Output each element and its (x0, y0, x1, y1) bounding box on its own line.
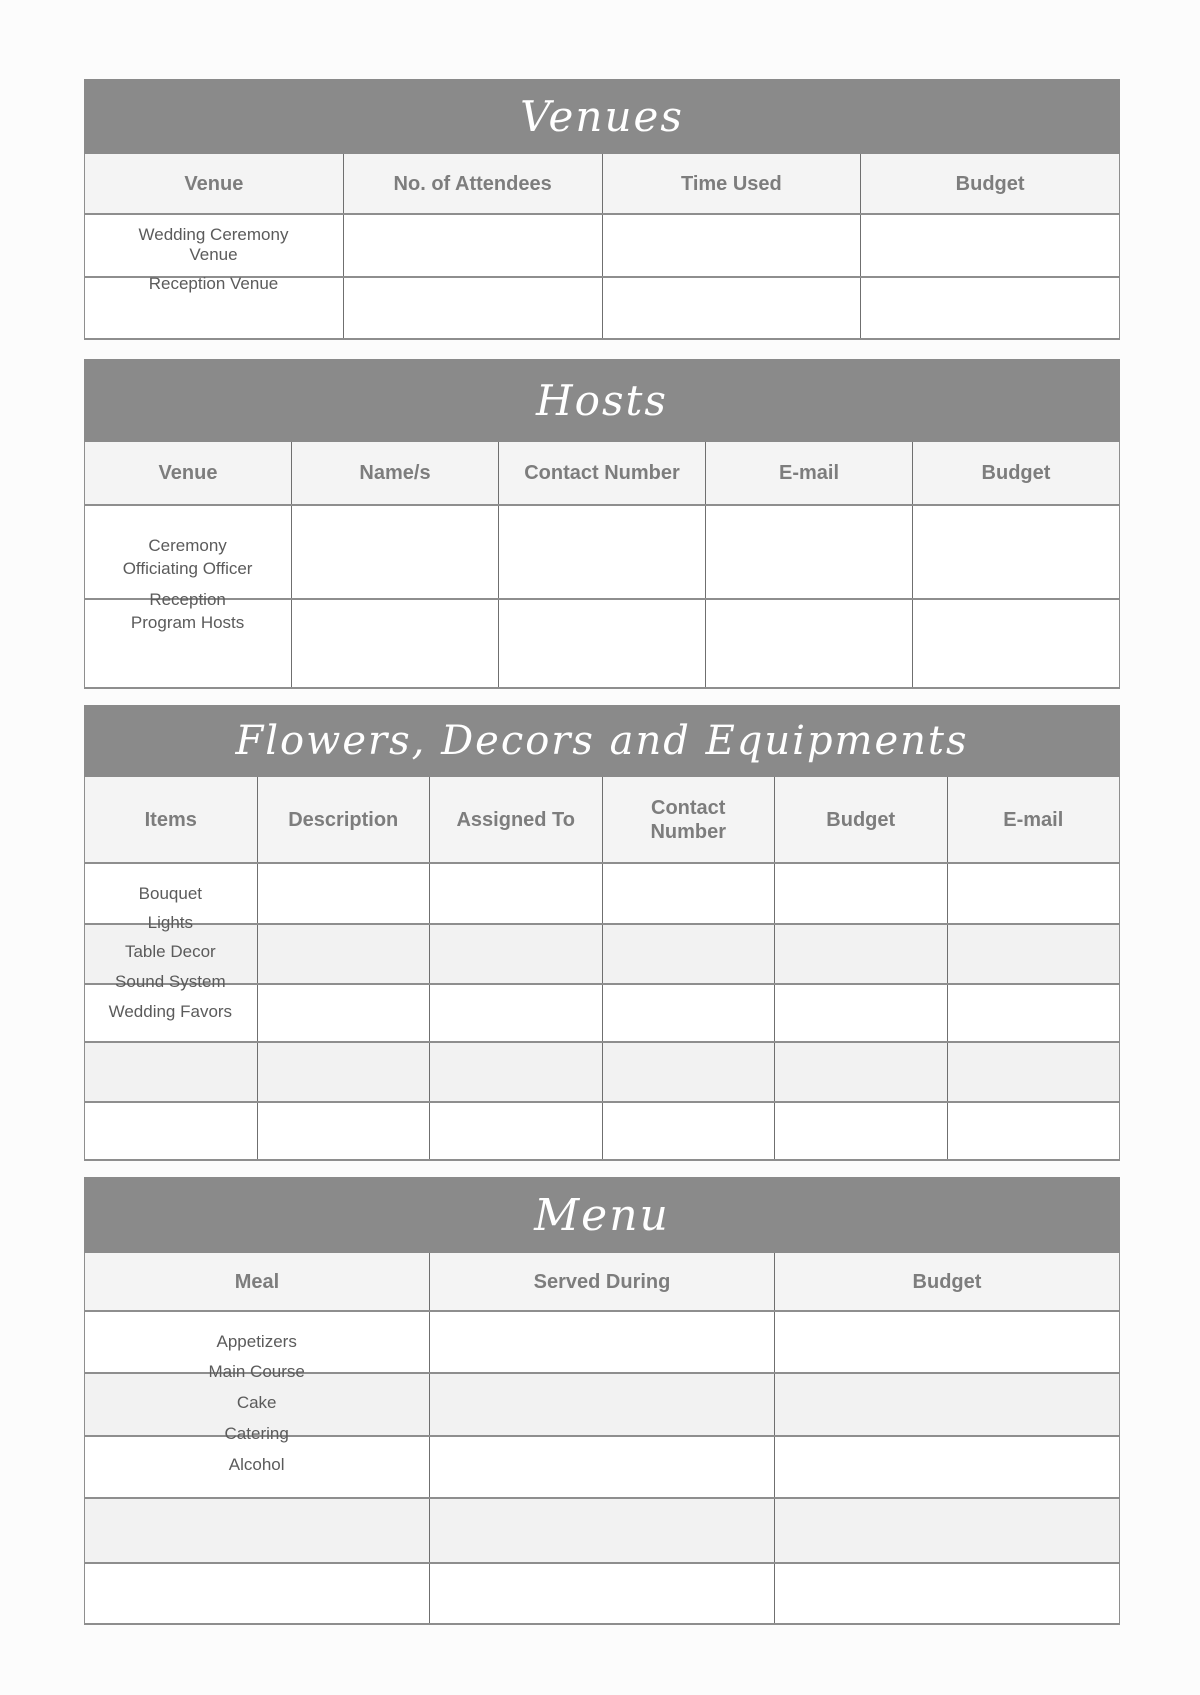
venues-section (84, 79, 1120, 340)
hosts-col-header: Budget (912, 442, 1119, 504)
hosts-col-header: E-mail (705, 442, 912, 504)
table-cell (774, 1043, 947, 1101)
table-cell (291, 506, 498, 598)
hosts-col-header: Venue (158, 462, 218, 484)
flowers-title: Flowers, Decors and Equipments (235, 718, 969, 764)
menu-row-labels (84, 1177, 429, 1625)
table-cell (429, 1437, 774, 1497)
venues-col-header: Time Used (602, 154, 861, 213)
row-label: Sound System (115, 972, 226, 991)
table-cell (602, 985, 775, 1041)
flowers-col-header: Assigned To (429, 777, 602, 862)
table-cell (429, 985, 602, 1041)
table-cell (429, 1043, 602, 1101)
row-label: Main Course (208, 1362, 305, 1381)
flowers-section (84, 705, 1120, 1161)
table-cell (257, 1043, 430, 1101)
flowers-col-header: E-mail (947, 777, 1120, 862)
table-cell (774, 1499, 1119, 1562)
row-label: Ceremony (148, 536, 227, 555)
table-cell (774, 985, 947, 1041)
venues-col-header: No. of Attendees (343, 154, 602, 213)
table-cell (947, 925, 1120, 983)
table-cell (498, 600, 705, 687)
table-cell (429, 1374, 774, 1435)
table-cell (774, 864, 947, 923)
row-label: Alcohol (228, 1455, 285, 1474)
venues-col-header: Budget (860, 154, 1119, 213)
table-cell (947, 1103, 1120, 1159)
menu-col-header: Served During (429, 1253, 774, 1310)
row-label: Bouquet (138, 884, 202, 903)
table-cell (602, 278, 861, 338)
table-cell (860, 278, 1119, 338)
venues-title: Venues (520, 92, 684, 141)
flowers-row-labels (84, 705, 257, 1161)
row-label: Wedding Ceremony (138, 225, 289, 244)
hosts-title: Hosts (536, 376, 668, 425)
table-cell (947, 985, 1120, 1041)
row-label: Reception (149, 590, 226, 609)
hosts-section (84, 359, 1120, 689)
table-cell (257, 864, 430, 923)
menu-section (84, 1177, 1120, 1625)
table-cell (429, 864, 602, 923)
table-cell (947, 1043, 1120, 1101)
table-cell (602, 925, 775, 983)
menu-title: Menu (534, 1189, 670, 1241)
flowers-col-header: Budget (774, 777, 947, 862)
table-cell (429, 1499, 774, 1562)
row-label: Lights (147, 913, 194, 932)
table-cell (912, 600, 1119, 687)
venues-col-header: Venue (184, 172, 244, 195)
row-label: Reception Venue (148, 274, 279, 293)
table-cell (774, 1374, 1119, 1435)
table-cell (774, 1103, 947, 1159)
table-cell (291, 600, 498, 687)
table-cell (429, 1564, 774, 1623)
table-cell (343, 278, 602, 338)
row-label: Venue (189, 245, 238, 264)
table-cell (429, 925, 602, 983)
table-cell (602, 1043, 775, 1101)
row-label: Appetizers (216, 1332, 297, 1351)
table-cell (257, 985, 430, 1041)
table-cell (912, 506, 1119, 598)
table-cell (602, 864, 775, 923)
menu-col-header: Budget (774, 1253, 1119, 1310)
hosts-col-header: Contact Number (498, 442, 705, 504)
table-cell (343, 215, 602, 276)
row-label: Catering (224, 1424, 289, 1443)
row-label: Program Hosts (130, 613, 245, 632)
table-cell (860, 215, 1119, 276)
table-cell (774, 1564, 1119, 1623)
table-cell (257, 925, 430, 983)
menu-col-header: Meal (234, 1270, 280, 1293)
table-cell (774, 1437, 1119, 1497)
hosts-row-labels (84, 359, 291, 689)
table-cell (429, 1103, 602, 1159)
table-cell (498, 506, 705, 598)
table-cell (705, 600, 912, 687)
flowers-col-header: Description (257, 777, 430, 862)
hosts-col-header: Name/s (291, 442, 498, 504)
table-cell (947, 864, 1120, 923)
table-cell (602, 215, 861, 276)
table-cell (602, 1103, 775, 1159)
table-cell (774, 925, 947, 983)
table-cell (774, 1312, 1119, 1372)
table-cell (705, 506, 912, 598)
venues-row-labels (84, 79, 343, 340)
table-cell (257, 1103, 430, 1159)
row-label: Wedding Favors (108, 1002, 233, 1021)
row-label: Officiating Officer (122, 559, 253, 578)
flowers-col-header: Items (144, 808, 197, 831)
flowers-col-header: Contact Number (602, 777, 775, 862)
table-cell (429, 1312, 774, 1372)
row-label: Cake (236, 1393, 277, 1412)
row-label: Table Decor (124, 942, 216, 961)
